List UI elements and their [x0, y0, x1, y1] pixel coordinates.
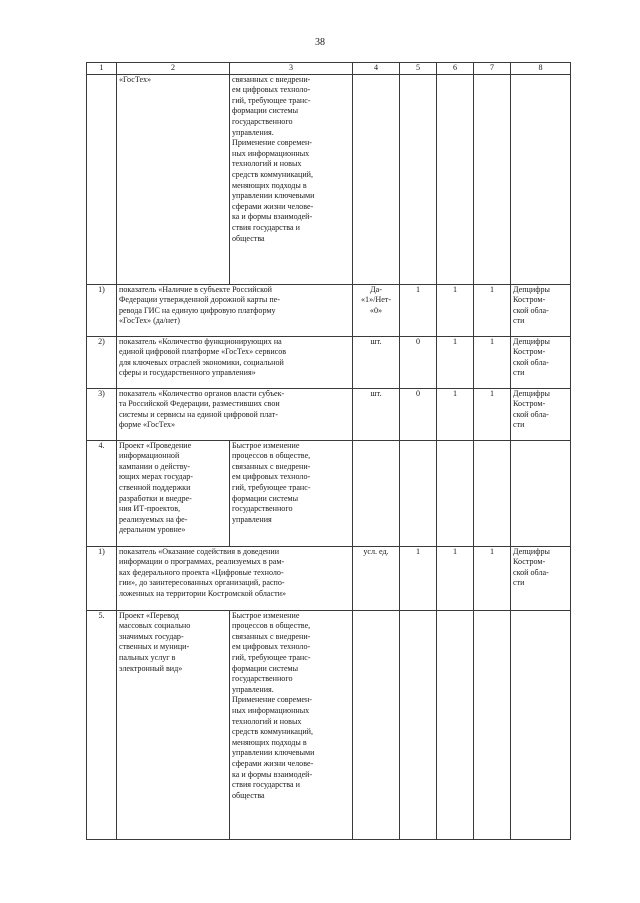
value-cell [437, 440, 474, 546]
row-number [87, 74, 117, 284]
unit-cell [353, 440, 400, 546]
column-header: 6 [437, 63, 474, 75]
value-cell: 0 [400, 388, 437, 440]
value-cell [474, 74, 511, 284]
table-row [87, 610, 571, 839]
value-cell: 1 [474, 284, 511, 336]
row-number: 4. [87, 440, 117, 546]
project-name: Проект «Перевод массовых социально значимых государ- ственных и муници- пальных услуг в электронный вид» [117, 610, 230, 839]
responsible-cell [511, 610, 571, 839]
unit-cell: Да- «1»/Нет- «0» [353, 284, 400, 336]
indicator-name: показатель «Наличие в субъекте Российской Федерации утвержденной дорожной карты пе- ревода ГИС на единую цифровую платформу «ГосТех» (да/нет) [117, 284, 353, 336]
value-cell: 1 [437, 336, 474, 388]
unit-cell [353, 610, 400, 839]
responsible-cell: Депцифры Костром- ской обла- сти [511, 336, 571, 388]
value-cell: 0 [400, 336, 437, 388]
column-header: 7 [474, 63, 511, 75]
page-number: 38 [315, 37, 325, 48]
value-cell: 1 [437, 546, 474, 610]
project-goal: связанных с внедрени- ем цифровых техноло- гий, требующее транс- формации системы государственного управления. Применение современ- ных информационных технологий и новых средств коммуникаций, меняющих подходы в управлении ключевыми сферами жизни челове- ка и формы взаимодей- ствия государства и общества [230, 74, 353, 284]
indicator-name: показатель «Количество функционирующих на единой цифровой платформе «ГосТех» сервисов для ключевых отраслей экономики, социальной сферы и государственного управления» [117, 336, 353, 388]
value-cell: 1 [474, 388, 511, 440]
column-header: 3 [230, 63, 353, 75]
table-row [87, 74, 571, 284]
measures-table [86, 62, 571, 840]
row-number: 3) [87, 388, 117, 440]
value-cell [437, 610, 474, 839]
unit-cell [353, 74, 400, 284]
table-row [87, 284, 571, 336]
value-cell [400, 440, 437, 546]
value-cell [474, 610, 511, 839]
value-cell: 1 [474, 546, 511, 610]
value-cell [437, 74, 474, 284]
column-header: 1 [87, 63, 117, 75]
responsible-cell: Депцифры Костром- ской обла- сти [511, 284, 571, 336]
table-row [87, 388, 571, 440]
table-header-row [87, 63, 571, 75]
indicator-name: показатель «Оказание содействия в доведении информации о программах, реализуемых в рам- ках федерального проекта «Цифровые техноло- гии», до заинтересованных организаций, распо- ложенных на территории Костромской области» [117, 546, 353, 610]
value-cell: 1 [474, 336, 511, 388]
responsible-cell: Депцифры Костром- ской обла- сти [511, 546, 571, 610]
row-number: 5. [87, 610, 117, 839]
value-cell [400, 74, 437, 284]
column-header: 4 [353, 63, 400, 75]
value-cell: 1 [400, 284, 437, 336]
unit-cell: шт. [353, 388, 400, 440]
row-number: 1) [87, 546, 117, 610]
unit-cell: шт. [353, 336, 400, 388]
responsible-cell: Депцифры Костром- ской обла- сти [511, 388, 571, 440]
responsible-cell [511, 74, 571, 284]
responsible-cell [511, 440, 571, 546]
value-cell [400, 610, 437, 839]
column-header: 5 [400, 63, 437, 75]
row-number: 2) [87, 336, 117, 388]
value-cell: 1 [437, 284, 474, 336]
value-cell: 1 [400, 546, 437, 610]
row-number: 1) [87, 284, 117, 336]
column-header: 8 [511, 63, 571, 75]
column-header: 2 [117, 63, 230, 75]
value-cell: 1 [437, 388, 474, 440]
value-cell [474, 440, 511, 546]
indicator-name: показатель «Количество органов власти субъек- та Российской Федерации, разместивших свои системы и сервисы на единой цифровой плат- форме «ГосТех» [117, 388, 353, 440]
project-goal: Быстрое изменение процессов в обществе, связанных с внедрени- ем цифровых техноло- гий, требующее транс- формации системы государственного управления [230, 440, 353, 546]
unit-cell: усл. ед. [353, 546, 400, 610]
project-goal: Быстрое изменение процессов в обществе, связанных с внедрени- ем цифровых техноло- гий, требующее транс- формации системы государственного управления. Применение современ- ных информационных технологий и новых средств коммуникаций, меняющих подходы в управлении ключевыми сферами жизни челове- ка и формы взаимодей- ствия государства и общества [230, 610, 353, 839]
table-row [87, 546, 571, 610]
table-row [87, 336, 571, 388]
project-name: Проект «Проведение информационной кампании о действу- ющих мерах государ- ственной поддержки разработки и внедре- ния ИТ-проектов, реализуемых на фе- деральном уровне» [117, 440, 230, 546]
project-name: «ГосТех» [117, 74, 230, 284]
table-row [87, 440, 571, 546]
